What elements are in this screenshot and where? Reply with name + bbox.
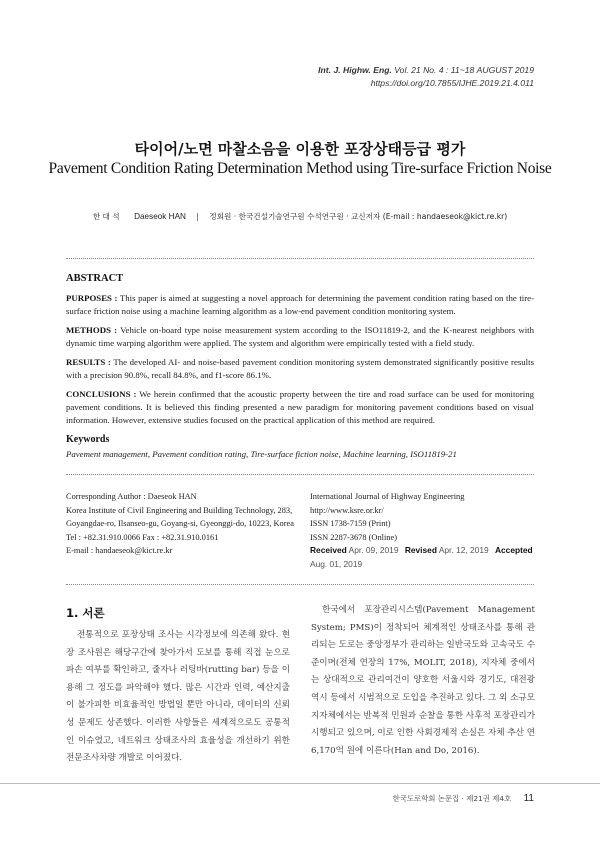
accepted-date: Aug. 01, 2019: [310, 558, 363, 569]
corr-address: Goyangdae-ro, Ilsanseo-gu, Goyang-si, Gyeonggi-do, 10223, Korea: [66, 519, 294, 529]
issn-print: ISSN 1738-7159 (Print): [310, 519, 391, 529]
results-text: The developed AI- and noise-based pavement condition monitoring system demonstrated significantly positive results with a precision 90.8%, recall 84.8%, and f1-score 86.1%.: [66, 357, 534, 380]
corr-phone: Tel : +82.31.910.0066 Fax : +82.31.910.0161: [66, 532, 219, 542]
methods-label: METHODS :: [66, 325, 118, 335]
author-name-english: Daeseok HAN: [134, 212, 186, 221]
corr-email[interactable]: E-mail : handaeseok@kict.re.kr: [66, 546, 173, 556]
revised-label: Revised: [404, 545, 437, 556]
author-line: [0, 211, 600, 222]
divider-top: [66, 258, 534, 259]
author-affiliation: 정회원 · 한국건설기술연구원 수석연구원 · 교신저자 (E-mail : handaeseok@kict.re.kr): [209, 212, 508, 221]
abstract-heading: ABSTRACT: [66, 273, 124, 284]
received-date: Apr. 09, 2019: [348, 545, 399, 556]
journal-info-block: [310, 490, 540, 572]
corresponding-author-block: [66, 490, 306, 558]
corr-institute: Korea Institute of Civil Engineering and Building Technology, 283,: [66, 505, 293, 515]
paper-title-korean: 타이어/노면 마찰소음을 이용한 포장상태등급 평가: [134, 140, 466, 158]
abstract-conclusions: [66, 388, 534, 427]
abstract-results: [66, 356, 534, 382]
purposes-label: PURPOSES :: [66, 293, 118, 303]
abstract-methods: [66, 324, 534, 350]
journal-volume: Vol. 21 No. 4 : 11~18: [394, 65, 475, 75]
divider-middle: [66, 474, 534, 475]
journal-citation: [318, 64, 534, 77]
keywords-heading: Keywords: [66, 434, 110, 445]
doi-link[interactable]: https://doi.org/10.7855/IJHE.2019.21.4.011: [370, 78, 534, 88]
journal-full-name: International Journal of Highway Engineering: [310, 492, 465, 501]
abstract-purposes: [66, 292, 534, 318]
keywords-text: Pavement management, Pavement condition rating, Tire-surface fiction noise, Machine learning, ISO11819-21: [66, 449, 457, 459]
journal-header: [318, 64, 534, 90]
journal-name: Int. J. Highw. Eng.: [318, 65, 392, 75]
author-separator: |: [196, 212, 199, 221]
paper-title-english: Pavement Condition Rating Determination Method using Tire-surface Friction Noise: [48, 160, 552, 177]
page-footer: [393, 793, 534, 804]
corr-author: Corresponding Author : Daeseok HAN: [66, 492, 197, 501]
results-label: RESULTS :: [66, 357, 111, 367]
divider-bottom: [66, 584, 534, 585]
accepted-label: Accepted: [494, 545, 533, 556]
body-column-right: 한국에서 포장관리시스템(Pavement Management System; PMS)이 정착되어 체계적인 상태조사를 통해 관리되는 도로는 중앙정부가 관리하는 일반국도와 고속국도 수준이며(전체 연장의 17%, MOLIT, 2018), 지자체 중에서는 상대적으로 관리여건이 양호한 서울시와 경기도, 대전광역시 등에서 시범적으로 도입을 추진하고 있다. 그 외 소규모 지자체에서는 반복적 민원과 순찰을 통한 사후적 포장관리가 시행되고 있으며, 이로 인한 사회경제적 손실은 자체 추산 연 6,170억 원에 이른다(Han and Do, 2016).: [311, 605, 535, 756]
conclusions-text: We herein confirmed that the acoustic property between the tire and road surface can be used for monitoring pavement conditions. It is believed this finding presented a new paradigm for monitoring pavement conditions based on visual information. However, extensive studies focused on the practical application of this method are required.: [66, 389, 534, 425]
conclusions-label: CONCLUSIONS :: [66, 389, 137, 399]
revised-date: Apr. 12, 2019: [438, 545, 489, 556]
purposes-text: This paper is aimed at suggesting a novel approach for determining the pavement condition rating based on the tire-surface friction noise using a machine learning algorithm as a low-end pavement condition monitoring system.: [66, 293, 534, 316]
footer-journal: 한국도로학회 논문집 · 제21권 제4호: [392, 794, 512, 803]
methods-text: Vehicle on-board type noise measurement system according to the ISO11819-2, and the K-nearest neighbors with dynamic time warping algorithm were applied. The system and algorithm were empirically tested with a field study.: [66, 325, 534, 348]
journal-date: AUGUST 2019: [476, 65, 534, 75]
author-name-korean: 한 대 석: [92, 212, 120, 221]
publication-dates: [310, 544, 540, 571]
body-column-left: 전통적으로 포장상태 조사는 시각정보에 의존해 왔다. 현장 조사원은 해당구간에 찾아가서 도보를 통해 직접 눈으로 파손 여부를 확인하고, 줄자나 러팅바(rutting bar) 등을 이용해 그 정도를 파악해야 했다. 많은 시간과 인력, 예산지출이 불가피한 비효율적인 방법일 뿐만 아니라, 데이터의 신뢰성 문제도 상존했다. 이러한 사항들은 세계적으로도 공통적인 이슈였고, 네트워크 상태조사의 효율성을 개선하기 위한 전문조사차량 개발로 이어졌다.: [66, 630, 290, 764]
section-heading: 1. 서론: [66, 606, 105, 620]
footer-rule: [0, 783, 600, 784]
page-number: 11: [523, 793, 534, 804]
received-label: Received: [310, 545, 347, 556]
abstract-section: [66, 272, 534, 461]
issn-online: ISSN 2287-3678 (Online): [310, 532, 398, 542]
journal-url[interactable]: http://www.ksre.or.kr/: [310, 505, 384, 515]
